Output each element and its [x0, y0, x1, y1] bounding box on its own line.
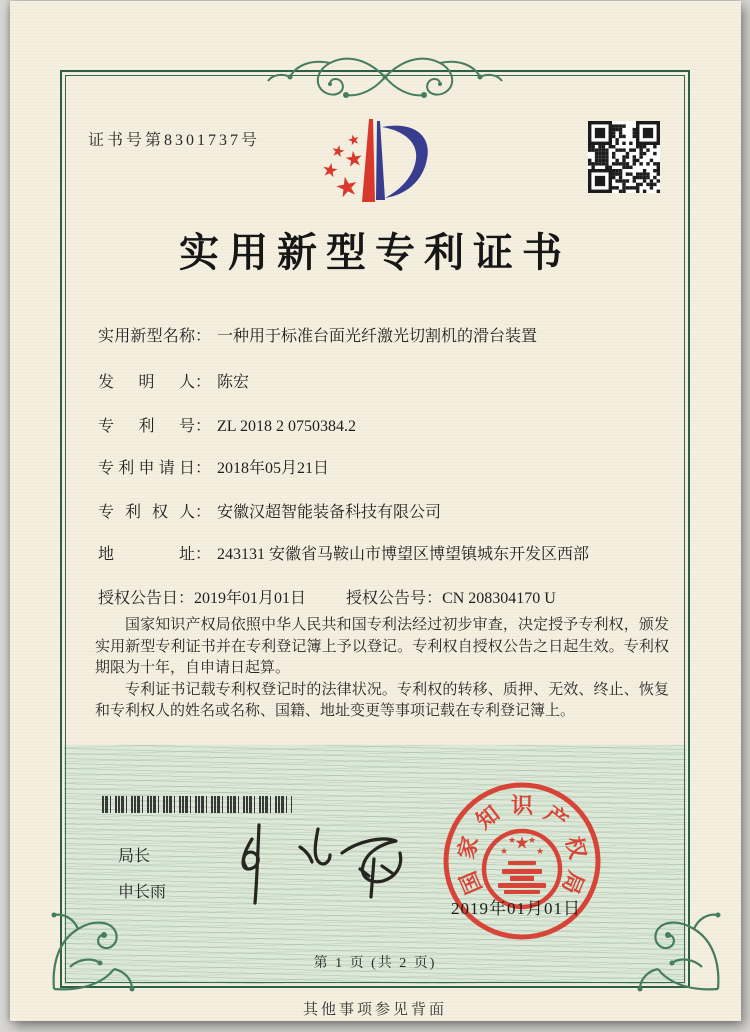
director-title: 局长 — [118, 848, 151, 865]
grant-number-value: CN 208304170 U — [442, 590, 556, 607]
legal-paragraph-2: 专利证书记载专利权登记时的法律状况。专利权的转移、质押、无效、终止、恢复和专利权人的姓名或名称、国籍、地址变更等事项记载在专利登记簿上。 — [95, 681, 669, 719]
field-value: 243131 安徽省马鞍山市博望区博望镇城东开发区西部 — [217, 546, 590, 563]
svg-text:★: ★ — [507, 835, 517, 845]
svg-text:★: ★ — [499, 846, 509, 856]
field-row-patent-name: 实用新型名称： 一种用于标准台面光纤激光切割机的滑台装置 — [98, 323, 537, 346]
seal-char: 产 — [539, 800, 573, 834]
seal-date: 2019年01月01日 — [451, 899, 581, 918]
field-label: 发明人 — [98, 374, 195, 391]
legal-paragraph-1: 国家知识产权局依照中华人民共和国专利法经过初步审查，决定授予专利权，颁发实用新型专利证书并在专利登记簿上予以登记。专利权自授权公告之日起生效。专利权期限为十年，自申请日起算。 — [95, 617, 669, 676]
certificate-title: 实用新型专利证书 — [179, 230, 571, 275]
field-value: 一种用于标准台面光纤激光切割机的滑台装置 — [217, 328, 538, 345]
page-indicator: 第 1 页 (共 2 页) — [313, 956, 437, 971]
svg-text:★: ★ — [535, 846, 545, 856]
back-side-note: 其他事项参见背面 — [302, 1002, 447, 1018]
logo-star-icon: ★ — [319, 159, 341, 183]
field-value: 2018年05月21日 — [217, 460, 330, 477]
logo-red-wedge — [362, 119, 375, 202]
grant-date-value: 2019年01月01日 — [194, 590, 307, 607]
logo-star-icon: ★ — [329, 142, 347, 162]
field-label: 地址 — [98, 546, 195, 563]
field-label: 专利号 — [98, 418, 195, 435]
grant-number-label: 授权公告号 — [346, 590, 427, 607]
logo-star-icon: ★ — [343, 145, 365, 173]
field-value: 安徽汉超智能装备科技有限公司 — [217, 504, 442, 521]
seal-char: 知 — [471, 800, 505, 834]
logo-star-icon: ★ — [345, 132, 363, 150]
legal-text-block — [95, 615, 669, 723]
official-seal — [438, 777, 606, 945]
field-row-grant: 授权公告日：2019年01月01日 授权公告号：CN 208304170 U — [98, 590, 556, 607]
barcode — [102, 796, 292, 813]
field-row-address: 地址： 243131 安徽省马鞍山市博望区博望镇城东开发区西部 — [98, 541, 589, 564]
field-row-filing-date: 专利申请日： 2018年05月21日 — [98, 455, 329, 478]
field-row-inventor: 发明人： 陈宏 — [98, 369, 249, 392]
certificate-number: 证书号第8301737号 — [88, 132, 261, 149]
svg-text:★: ★ — [527, 835, 537, 845]
seal-char: 局 — [557, 867, 589, 898]
cnipa-logo — [310, 99, 460, 217]
field-row-patentee: 专利权人： 安徽汉超智能装备科技有限公司 — [98, 499, 441, 522]
field-value: ZL 2018 2 0750384.2 — [217, 418, 356, 435]
seal-char: 国 — [455, 867, 487, 898]
seal-char: 权 — [561, 833, 591, 862]
grant-date-label: 授权公告日 — [98, 590, 179, 607]
svg-text:★: ★ — [514, 833, 530, 853]
field-label: 专利申请日 — [98, 460, 195, 477]
field-row-patent-number: 专利号： ZL 2018 2 0750384.2 — [98, 413, 356, 436]
field-value: 陈宏 — [217, 374, 250, 391]
field-label: 专利权人 — [98, 504, 195, 521]
certificate-paper — [10, 1, 741, 1021]
field-label: 实用新型名称 — [98, 328, 195, 345]
director-signature — [222, 817, 412, 912]
director-name: 申长雨 — [118, 884, 167, 901]
logo-blue-bowl — [382, 126, 428, 198]
logo-blue-wedge — [376, 121, 385, 200]
seal-char: 家 — [453, 833, 483, 862]
seal-char: 识 — [510, 793, 534, 818]
qr-code — [588, 121, 660, 193]
logo-star-icon: ★ — [332, 169, 362, 205]
